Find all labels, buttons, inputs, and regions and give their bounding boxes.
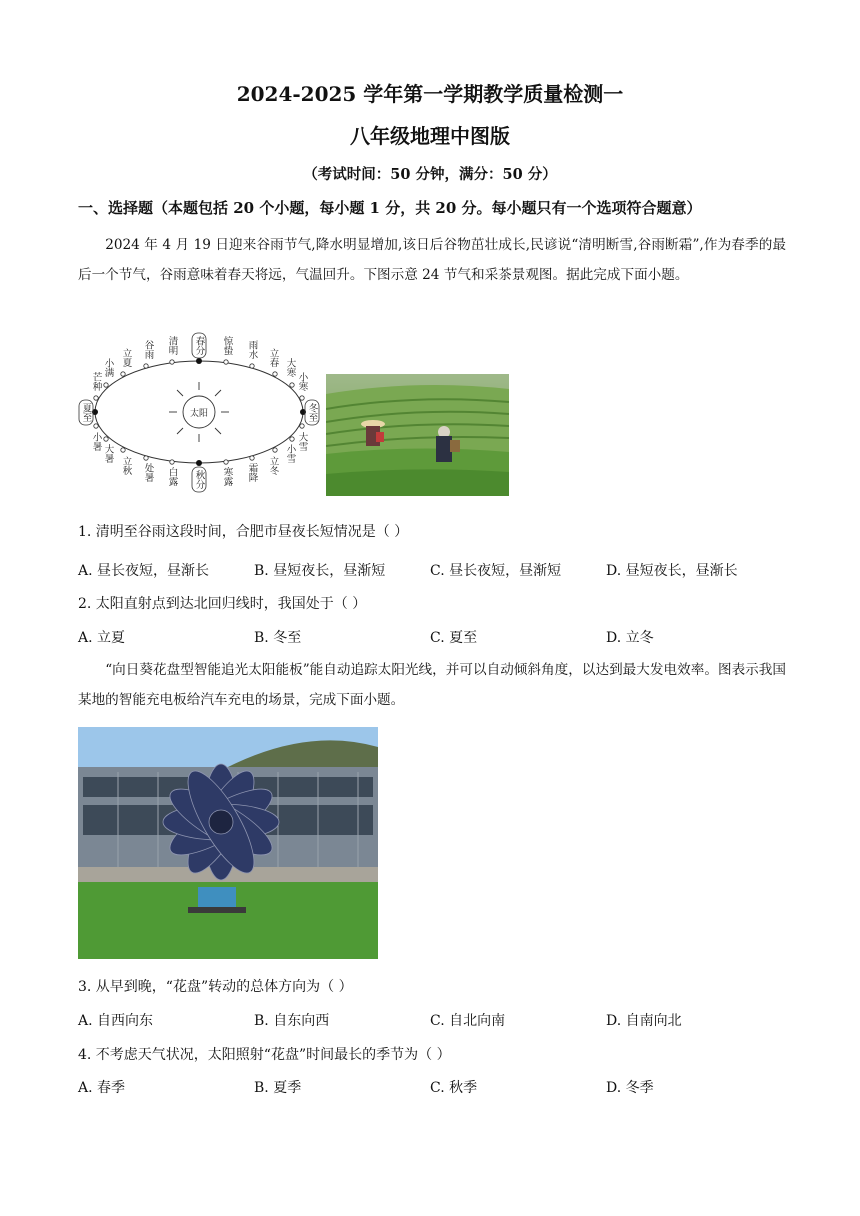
term-xiaoshu: 小暑 (90, 432, 102, 451)
term-liqiu: 立秋 (120, 456, 132, 475)
term-qingming: 清明 (166, 336, 178, 355)
q4-option-d[interactable]: D. 冬季 (606, 1080, 654, 1096)
term-dashu: 大暑 (102, 444, 114, 463)
term-qiufen: 秋分 (193, 470, 205, 489)
q1-option-a[interactable]: A. 昼长夜短，昼渐长 (78, 563, 210, 579)
term-xiaoxue: 小雪 (284, 444, 296, 463)
term-xiaoman: 小满 (102, 358, 114, 377)
term-daxue: 大雪 (296, 432, 308, 451)
term-chushu: 处暑 (142, 463, 154, 482)
section-heading: 一、选择题（本题包括 20 个小题，每小题 1 分，共 20 分。每小题只有一个选项符合题意） (78, 199, 702, 217)
q2-option-a[interactable]: A. 立夏 (78, 630, 126, 646)
question-1-stem: 1. 清明至谷雨这段时间，合肥市昼夜长短情况是（ ） (78, 524, 409, 540)
passage-2: “向日葵花盘型智能追光太阳能板”能自动追踪太阳光线，并可以自动倾斜角度，以达到最大发电效率。图表示我国某地的智能充电板给汽车充电的场景，完成下面小题。 (78, 662, 786, 708)
term-xiaohan: 小寒 (296, 372, 308, 391)
term-dongzhi: 冬至 (306, 403, 318, 422)
term-lixia: 立夏 (120, 348, 132, 367)
term-jingzhe: 惊蛰 (221, 336, 233, 355)
term-guyu: 谷雨 (142, 340, 154, 359)
term-chunfen: 春分 (193, 336, 205, 355)
term-hanlu: 寒露 (221, 467, 233, 486)
question-3-stem: 3. 从早到晚，“花盘”转动的总体方向为（ ） (78, 979, 353, 995)
term-dahan: 大寒 (284, 358, 296, 377)
q1-option-c[interactable]: C. 昼长夜短，昼渐短 (430, 563, 562, 579)
term-bailu: 白露 (166, 467, 178, 486)
question-4-stem: 4. 不考虑天气状况，太阳照射“花盘”时间最长的季节为（ ） (78, 1047, 451, 1063)
q1-option-b[interactable]: B. 昼短夜长，昼渐短 (254, 563, 386, 579)
q1-option-d[interactable]: D. 昼短夜长，昼渐长 (606, 563, 738, 579)
q4-option-b[interactable]: B. 夏季 (254, 1080, 302, 1096)
term-xiazhi: 夏至 (80, 403, 92, 422)
term-mangzhong: 芒种 (90, 372, 102, 391)
term-lichun: 立春 (267, 348, 279, 367)
q2-option-c[interactable]: C. 夏至 (430, 630, 478, 646)
passage-1: 2024 年 4 月 19 日迎来谷雨节气,降水明显增加,该日后谷物茁壮成长,民谚说“清明断雪,谷雨断霜”,作为春季的最后一个节气，谷雨意味着春天将远，气温回升。下图示意 24 节气和采茶景观图。据此完成下面小题。 (78, 237, 786, 283)
exam-title: 2024-2025 学年第一学期教学质量检测一 (236, 82, 624, 106)
q3-option-d[interactable]: D. 自南向北 (606, 1013, 682, 1029)
exam-subtitle: 八年级地理中图版 (350, 124, 510, 148)
exam-info: （考试时间：50 分钟，满分：50 分） (303, 166, 557, 183)
q2-option-d[interactable]: D. 立冬 (606, 630, 654, 646)
q4-option-a[interactable]: A. 春季 (78, 1080, 126, 1096)
q3-option-b[interactable]: B. 自东向西 (254, 1013, 330, 1029)
q2-option-b[interactable]: B. 冬至 (254, 630, 302, 646)
q4-option-c[interactable]: C. 秋季 (430, 1080, 478, 1096)
term-shuangjiang: 霜降 (246, 463, 258, 482)
tea-picking-photo (326, 374, 509, 496)
term-lidong: 立冬 (267, 456, 279, 475)
solar-terms-diagram (76, 330, 324, 500)
q3-option-c[interactable]: C. 自北向南 (430, 1013, 506, 1029)
q3-option-a[interactable]: A. 自西向东 (78, 1013, 154, 1029)
sunflower-solar-panel-photo (78, 727, 378, 959)
question-2-stem: 2. 太阳直射点到达北回归线时，我国处于（ ） (78, 596, 367, 612)
sun-label: 太阳 (189, 409, 209, 419)
term-yushui: 雨水 (246, 340, 258, 359)
